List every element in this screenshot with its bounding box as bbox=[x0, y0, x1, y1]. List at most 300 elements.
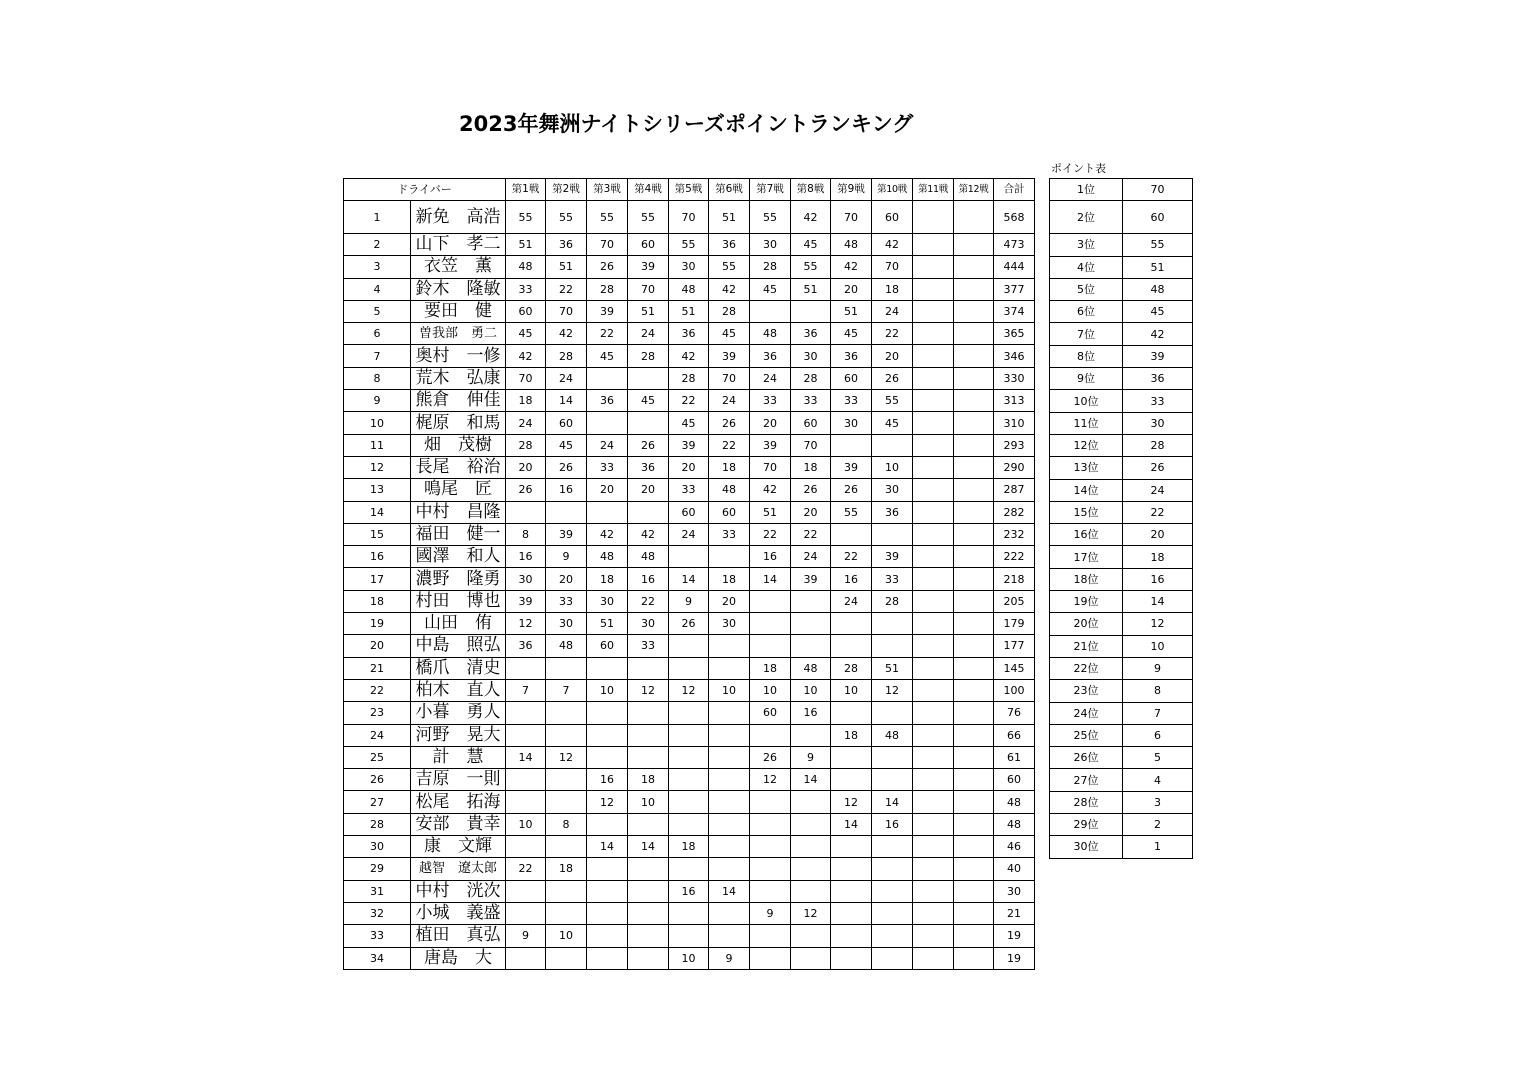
total-cell: 21 bbox=[994, 902, 1035, 924]
score-cell: 20 bbox=[709, 590, 750, 612]
score-cell bbox=[954, 813, 994, 835]
rank-cell: 1 bbox=[344, 201, 411, 234]
rank-cell: 25 bbox=[344, 746, 411, 768]
table-row bbox=[1050, 814, 1193, 836]
score-cell: 24 bbox=[791, 546, 831, 568]
score-cell: 60 bbox=[709, 501, 750, 523]
score-cell: 10 bbox=[587, 679, 628, 701]
score-cell: 18 bbox=[628, 769, 669, 791]
score-cell: 42 bbox=[709, 278, 750, 300]
score-cell: 60 bbox=[669, 501, 709, 523]
score-cell: 26 bbox=[872, 367, 913, 389]
points-cell: 45 bbox=[1123, 301, 1193, 323]
driver-name: 濃野 隆勇 bbox=[411, 568, 506, 590]
score-cell: 18 bbox=[709, 568, 750, 590]
score-cell: 10 bbox=[831, 679, 872, 701]
score-cell: 20 bbox=[872, 345, 913, 367]
driver-name: 長尾 裕治 bbox=[411, 456, 506, 478]
score-cell: 39 bbox=[546, 523, 587, 545]
score-cell: 10 bbox=[872, 456, 913, 478]
score-cell: 16 bbox=[546, 479, 587, 501]
score-cell bbox=[628, 724, 669, 746]
score-cell: 7 bbox=[546, 679, 587, 701]
score-cell: 14 bbox=[506, 746, 546, 768]
score-cell bbox=[669, 724, 709, 746]
driver-name: 柏木 直人 bbox=[411, 679, 506, 701]
ranking-header-row bbox=[344, 179, 1035, 201]
score-cell: 33 bbox=[872, 568, 913, 590]
score-cell bbox=[913, 501, 954, 523]
total-cell: 365 bbox=[994, 323, 1035, 345]
score-cell bbox=[791, 813, 831, 835]
score-cell: 33 bbox=[831, 390, 872, 412]
total-cell: 473 bbox=[994, 234, 1035, 256]
score-cell: 16 bbox=[750, 546, 791, 568]
score-cell: 70 bbox=[628, 278, 669, 300]
table-row bbox=[1050, 524, 1193, 546]
place-cell: 14位 bbox=[1050, 479, 1123, 501]
score-cell bbox=[506, 880, 546, 902]
score-cell: 60 bbox=[587, 635, 628, 657]
score-cell bbox=[546, 902, 587, 924]
score-cell: 8 bbox=[506, 523, 546, 545]
score-cell: 33 bbox=[628, 635, 669, 657]
table-row bbox=[344, 702, 1035, 724]
table-row bbox=[344, 679, 1035, 701]
score-cell bbox=[872, 947, 913, 969]
place-cell: 5位 bbox=[1050, 278, 1123, 300]
score-cell: 30 bbox=[872, 479, 913, 501]
rank-cell: 22 bbox=[344, 679, 411, 701]
score-cell bbox=[954, 201, 994, 234]
score-cell bbox=[750, 590, 791, 612]
points-table bbox=[1049, 178, 1193, 859]
score-cell: 39 bbox=[669, 434, 709, 456]
score-cell: 16 bbox=[506, 546, 546, 568]
score-cell bbox=[913, 479, 954, 501]
score-cell: 33 bbox=[750, 390, 791, 412]
score-cell: 51 bbox=[628, 300, 669, 322]
table-row bbox=[1050, 179, 1193, 201]
place-cell: 8位 bbox=[1050, 345, 1123, 367]
score-cell: 48 bbox=[669, 278, 709, 300]
place-cell: 1位 bbox=[1050, 179, 1123, 201]
table-row bbox=[344, 836, 1035, 858]
score-cell: 12 bbox=[628, 679, 669, 701]
total-cell: 444 bbox=[994, 256, 1035, 278]
points-cell: 10 bbox=[1123, 635, 1193, 657]
rank-cell: 21 bbox=[344, 657, 411, 679]
place-cell: 21位 bbox=[1050, 635, 1123, 657]
score-cell: 20 bbox=[750, 412, 791, 434]
table-row bbox=[344, 412, 1035, 434]
table-row bbox=[1050, 278, 1193, 300]
score-cell: 14 bbox=[628, 836, 669, 858]
score-cell bbox=[669, 813, 709, 835]
score-cell bbox=[913, 791, 954, 813]
score-cell: 28 bbox=[669, 367, 709, 389]
rank-cell: 27 bbox=[344, 791, 411, 813]
driver-name: 植田 真弘 bbox=[411, 925, 506, 947]
total-cell: 330 bbox=[994, 367, 1035, 389]
score-cell: 42 bbox=[546, 323, 587, 345]
place-cell: 27位 bbox=[1050, 769, 1123, 791]
score-cell bbox=[913, 546, 954, 568]
score-cell: 39 bbox=[750, 434, 791, 456]
rank-cell: 23 bbox=[344, 702, 411, 724]
score-cell bbox=[587, 746, 628, 768]
score-cell: 70 bbox=[791, 434, 831, 456]
score-cell bbox=[913, 858, 954, 880]
place-cell: 16位 bbox=[1050, 524, 1123, 546]
table-row bbox=[344, 234, 1035, 256]
score-cell: 55 bbox=[587, 201, 628, 234]
score-cell: 60 bbox=[750, 702, 791, 724]
driver-name: 橋爪 清史 bbox=[411, 657, 506, 679]
score-cell: 12 bbox=[750, 769, 791, 791]
table-row bbox=[344, 390, 1035, 412]
score-cell: 36 bbox=[709, 234, 750, 256]
table-row bbox=[344, 568, 1035, 590]
score-cell: 26 bbox=[506, 479, 546, 501]
score-cell: 45 bbox=[628, 390, 669, 412]
table-row bbox=[1050, 769, 1193, 791]
rank-cell: 12 bbox=[344, 456, 411, 478]
score-cell bbox=[546, 769, 587, 791]
score-cell: 48 bbox=[587, 546, 628, 568]
score-cell: 20 bbox=[546, 568, 587, 590]
score-cell bbox=[913, 724, 954, 746]
total-cell: 40 bbox=[994, 858, 1035, 880]
score-cell: 70 bbox=[669, 201, 709, 234]
score-cell: 60 bbox=[831, 367, 872, 389]
points-table-caption: ポイント表 bbox=[1051, 162, 1106, 175]
score-cell bbox=[913, 568, 954, 590]
place-cell: 9位 bbox=[1050, 368, 1123, 390]
score-cell bbox=[954, 724, 994, 746]
score-cell: 70 bbox=[831, 201, 872, 234]
score-cell bbox=[954, 746, 994, 768]
score-cell: 60 bbox=[546, 412, 587, 434]
score-cell bbox=[831, 858, 872, 880]
score-cell: 22 bbox=[587, 323, 628, 345]
score-cell bbox=[709, 925, 750, 947]
score-cell: 20 bbox=[506, 456, 546, 478]
rank-cell: 33 bbox=[344, 925, 411, 947]
table-row bbox=[1050, 501, 1193, 523]
score-cell bbox=[954, 234, 994, 256]
driver-name: 曽我部 勇二 bbox=[411, 323, 506, 345]
score-cell bbox=[954, 412, 994, 434]
score-cell bbox=[831, 635, 872, 657]
place-cell: 12位 bbox=[1050, 434, 1123, 456]
score-cell bbox=[587, 724, 628, 746]
table-row bbox=[1050, 201, 1193, 234]
table-row bbox=[1050, 657, 1193, 679]
place-cell: 28位 bbox=[1050, 791, 1123, 813]
score-cell bbox=[709, 813, 750, 835]
total-cell: 218 bbox=[994, 568, 1035, 590]
table-row bbox=[1050, 568, 1193, 590]
score-cell: 12 bbox=[506, 613, 546, 635]
score-cell: 16 bbox=[587, 769, 628, 791]
score-cell bbox=[669, 925, 709, 947]
score-cell: 48 bbox=[791, 657, 831, 679]
round-header: 第8戦 bbox=[791, 179, 831, 201]
total-cell: 100 bbox=[994, 679, 1035, 701]
score-cell: 28 bbox=[628, 345, 669, 367]
score-cell: 10 bbox=[750, 679, 791, 701]
score-cell: 42 bbox=[831, 256, 872, 278]
score-cell: 24 bbox=[587, 434, 628, 456]
ranking-table bbox=[343, 178, 1035, 970]
rank-cell: 8 bbox=[344, 367, 411, 389]
driver-name: 畑 茂樹 bbox=[411, 434, 506, 456]
score-cell: 36 bbox=[669, 323, 709, 345]
table-row bbox=[1050, 457, 1193, 479]
points-cell: 39 bbox=[1123, 345, 1193, 367]
points-cell: 16 bbox=[1123, 568, 1193, 590]
table-row bbox=[1050, 836, 1193, 858]
total-cell: 205 bbox=[994, 590, 1035, 612]
score-cell: 48 bbox=[831, 234, 872, 256]
score-cell: 42 bbox=[669, 345, 709, 367]
score-cell bbox=[506, 724, 546, 746]
score-cell bbox=[913, 456, 954, 478]
score-cell: 14 bbox=[750, 568, 791, 590]
rank-cell: 32 bbox=[344, 902, 411, 924]
round-header: 第4戦 bbox=[628, 179, 669, 201]
score-cell: 18 bbox=[831, 724, 872, 746]
score-cell: 55 bbox=[791, 256, 831, 278]
score-cell: 12 bbox=[546, 746, 587, 768]
score-cell: 24 bbox=[831, 590, 872, 612]
score-cell: 14 bbox=[546, 390, 587, 412]
score-cell bbox=[669, 746, 709, 768]
score-cell: 60 bbox=[791, 412, 831, 434]
score-cell: 33 bbox=[546, 590, 587, 612]
rank-cell: 16 bbox=[344, 546, 411, 568]
score-cell: 20 bbox=[791, 501, 831, 523]
score-cell: 16 bbox=[872, 813, 913, 835]
total-cell: 374 bbox=[994, 300, 1035, 322]
score-cell: 36 bbox=[546, 234, 587, 256]
table-row bbox=[1050, 702, 1193, 724]
score-cell bbox=[506, 902, 546, 924]
score-cell bbox=[791, 791, 831, 813]
round-header: 第5戦 bbox=[669, 179, 709, 201]
total-cell: 377 bbox=[994, 278, 1035, 300]
score-cell bbox=[954, 590, 994, 612]
driver-name: 鳴尾 匠 bbox=[411, 479, 506, 501]
driver-name: 梶原 和馬 bbox=[411, 412, 506, 434]
points-cell: 12 bbox=[1123, 613, 1193, 635]
points-cell: 4 bbox=[1123, 769, 1193, 791]
score-cell: 14 bbox=[872, 791, 913, 813]
driver-name: 要田 健 bbox=[411, 300, 506, 322]
score-cell bbox=[954, 456, 994, 478]
score-cell: 55 bbox=[546, 201, 587, 234]
score-cell bbox=[872, 523, 913, 545]
score-cell: 51 bbox=[831, 300, 872, 322]
points-cell: 48 bbox=[1123, 278, 1193, 300]
points-cell: 60 bbox=[1123, 201, 1193, 234]
rank-cell: 18 bbox=[344, 590, 411, 612]
score-cell: 18 bbox=[587, 568, 628, 590]
score-cell: 18 bbox=[546, 858, 587, 880]
score-cell bbox=[709, 858, 750, 880]
place-cell: 26位 bbox=[1050, 747, 1123, 769]
score-cell: 30 bbox=[506, 568, 546, 590]
score-cell: 33 bbox=[587, 456, 628, 478]
score-cell: 16 bbox=[791, 702, 831, 724]
table-row bbox=[1050, 635, 1193, 657]
driver-name: 福田 健一 bbox=[411, 523, 506, 545]
score-cell bbox=[954, 679, 994, 701]
driver-name: 村田 博也 bbox=[411, 590, 506, 612]
score-cell bbox=[709, 546, 750, 568]
rank-cell: 3 bbox=[344, 256, 411, 278]
score-cell: 39 bbox=[831, 456, 872, 478]
score-cell bbox=[546, 836, 587, 858]
score-cell: 48 bbox=[709, 479, 750, 501]
score-cell bbox=[831, 880, 872, 902]
score-cell: 9 bbox=[709, 947, 750, 969]
place-cell: 19位 bbox=[1050, 591, 1123, 613]
driver-name: 國澤 和人 bbox=[411, 546, 506, 568]
table-row bbox=[344, 367, 1035, 389]
score-cell bbox=[954, 546, 994, 568]
score-cell bbox=[587, 412, 628, 434]
driver-name: 熊倉 伸佳 bbox=[411, 390, 506, 412]
score-cell bbox=[587, 501, 628, 523]
table-row bbox=[1050, 301, 1193, 323]
score-cell bbox=[954, 479, 994, 501]
score-cell bbox=[913, 390, 954, 412]
driver-name: 康 文輝 bbox=[411, 836, 506, 858]
score-cell bbox=[913, 323, 954, 345]
score-cell bbox=[954, 523, 994, 545]
score-cell bbox=[954, 702, 994, 724]
score-cell bbox=[546, 702, 587, 724]
score-cell: 70 bbox=[587, 234, 628, 256]
score-cell bbox=[831, 947, 872, 969]
score-cell: 60 bbox=[628, 234, 669, 256]
score-cell bbox=[546, 657, 587, 679]
score-cell bbox=[872, 836, 913, 858]
score-cell: 55 bbox=[669, 234, 709, 256]
score-cell: 70 bbox=[546, 300, 587, 322]
table-row bbox=[344, 590, 1035, 612]
place-cell: 10位 bbox=[1050, 390, 1123, 412]
score-cell: 39 bbox=[587, 300, 628, 322]
table-row bbox=[344, 456, 1035, 478]
total-cell: 179 bbox=[994, 613, 1035, 635]
round-header: 第11戦 bbox=[913, 179, 954, 201]
rank-cell: 2 bbox=[344, 234, 411, 256]
score-cell: 36 bbox=[831, 345, 872, 367]
score-cell: 22 bbox=[791, 523, 831, 545]
score-cell bbox=[954, 390, 994, 412]
place-cell: 29位 bbox=[1050, 814, 1123, 836]
driver-name: 唐島 大 bbox=[411, 947, 506, 969]
table-row bbox=[344, 880, 1035, 902]
score-cell bbox=[709, 635, 750, 657]
score-cell bbox=[750, 791, 791, 813]
score-cell bbox=[628, 813, 669, 835]
table-row bbox=[1050, 345, 1193, 367]
score-cell bbox=[506, 791, 546, 813]
points-cell: 70 bbox=[1123, 179, 1193, 201]
score-cell bbox=[791, 724, 831, 746]
score-cell: 51 bbox=[872, 657, 913, 679]
score-cell: 70 bbox=[872, 256, 913, 278]
score-cell: 51 bbox=[587, 613, 628, 635]
score-cell bbox=[954, 345, 994, 367]
score-cell bbox=[872, 902, 913, 924]
score-cell: 22 bbox=[831, 546, 872, 568]
total-cell: 290 bbox=[994, 456, 1035, 478]
score-cell: 24 bbox=[872, 300, 913, 322]
place-cell: 15位 bbox=[1050, 501, 1123, 523]
score-cell: 48 bbox=[872, 724, 913, 746]
table-row bbox=[1050, 724, 1193, 746]
score-cell bbox=[831, 925, 872, 947]
driver-name: 吉原 一則 bbox=[411, 769, 506, 791]
place-cell: 20位 bbox=[1050, 613, 1123, 635]
score-cell: 48 bbox=[546, 635, 587, 657]
score-cell: 26 bbox=[669, 613, 709, 635]
score-cell: 10 bbox=[506, 813, 546, 835]
score-cell: 33 bbox=[506, 278, 546, 300]
score-cell: 12 bbox=[872, 679, 913, 701]
score-cell: 24 bbox=[506, 412, 546, 434]
total-cell: 222 bbox=[994, 546, 1035, 568]
score-cell: 51 bbox=[506, 234, 546, 256]
score-cell: 24 bbox=[750, 367, 791, 389]
table-row bbox=[1050, 546, 1193, 568]
score-cell bbox=[831, 523, 872, 545]
score-cell bbox=[913, 813, 954, 835]
score-cell bbox=[628, 412, 669, 434]
score-cell bbox=[831, 746, 872, 768]
score-cell: 36 bbox=[506, 635, 546, 657]
score-cell bbox=[709, 791, 750, 813]
score-cell bbox=[546, 724, 587, 746]
points-cell: 20 bbox=[1123, 524, 1193, 546]
rank-cell: 6 bbox=[344, 323, 411, 345]
score-cell: 24 bbox=[669, 523, 709, 545]
score-cell bbox=[628, 657, 669, 679]
place-cell: 2位 bbox=[1050, 201, 1123, 234]
table-row bbox=[344, 323, 1035, 345]
score-cell bbox=[872, 702, 913, 724]
score-cell bbox=[831, 836, 872, 858]
points-cell: 18 bbox=[1123, 546, 1193, 568]
total-cell: 232 bbox=[994, 523, 1035, 545]
table-row bbox=[344, 769, 1035, 791]
table-row bbox=[344, 657, 1035, 679]
score-cell bbox=[913, 947, 954, 969]
score-cell: 51 bbox=[546, 256, 587, 278]
score-cell: 10 bbox=[669, 947, 709, 969]
score-cell bbox=[669, 635, 709, 657]
score-cell: 20 bbox=[669, 456, 709, 478]
score-cell: 39 bbox=[791, 568, 831, 590]
score-cell bbox=[954, 769, 994, 791]
place-cell: 11位 bbox=[1050, 412, 1123, 434]
score-cell bbox=[913, 256, 954, 278]
